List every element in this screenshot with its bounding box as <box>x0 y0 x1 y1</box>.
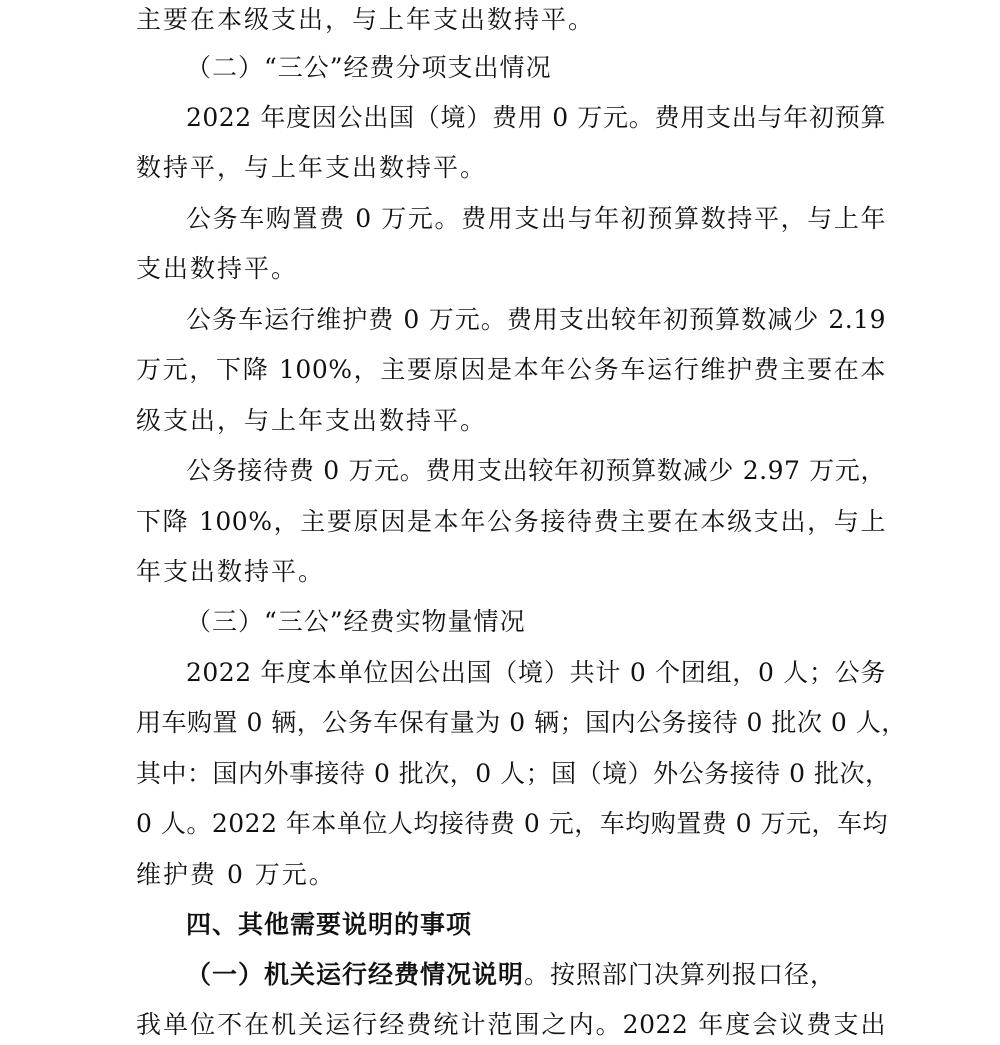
paragraph-line: 维护费 0 万元。 <box>136 860 336 889</box>
paragraph-line: 我单位不在机关运行经费统计范围之内。2022 年度会议费支出 <box>136 1010 886 1039</box>
paragraph-line: 公务接待费 0 万元。费用支出较年初预算数减少 2.97 万元， <box>186 456 886 485</box>
paragraph-line: 数持平，与上年支出数持平。 <box>136 153 488 182</box>
paragraph-line: 0 人。2022 年本单位人均接待费 0 元，车均购置费 0 万元，车均 <box>136 809 889 838</box>
paragraph-line: 支出数持平。 <box>136 254 299 283</box>
subsection-heading-1-row <box>186 955 836 995</box>
subsection-heading-1: （一）机关运行经费情况说明 <box>186 960 525 989</box>
section-heading-2: （二）“三公”经费分项支出情况 <box>186 53 552 82</box>
paragraph-line: 用车购置 0 辆，公务车保有量为 0 辆；国内公务接待 0 批次 0 人， <box>136 708 907 737</box>
paragraph-line: 公务车购置费 0 万元。费用支出与年初预算数持平，与上年 <box>186 204 886 233</box>
paragraph-line: 。按照部门决算列报口径， <box>524 960 837 989</box>
paragraph-line: 其中：国内外事接待 0 批次，0 人；国（境）外公务接待 0 批次， <box>136 759 891 788</box>
paragraph-line: 2022 年度因公出国（境）费用 0 万元。费用支出与年初预算 <box>186 103 886 132</box>
paragraph-line: 级支出，与上年支出数持平。 <box>136 406 488 435</box>
paragraph-line: 下降 100%，主要原因是本年公务接待费主要在本级支出，与上 <box>136 507 886 536</box>
paragraph-line: 2022 年度本单位因公出国（境）共计 0 个团组，0 人；公务 <box>186 658 886 687</box>
paragraph-line: 主要在本级支出，与上年支出数持平。 <box>136 5 596 34</box>
chapter-heading-4: 四、其他需要说明的事项 <box>186 910 473 939</box>
paragraph-line: 万元，下降 100%，主要原因是本年公务车运行维护费主要在本 <box>136 355 886 384</box>
paragraph-line: 公务车运行维护费 0 万元。费用支出较年初预算数减少 2.19 <box>186 305 886 334</box>
section-heading-3: （三）“三公”经费实物量情况 <box>186 607 526 636</box>
paragraph-line: 年支出数持平。 <box>136 557 326 586</box>
